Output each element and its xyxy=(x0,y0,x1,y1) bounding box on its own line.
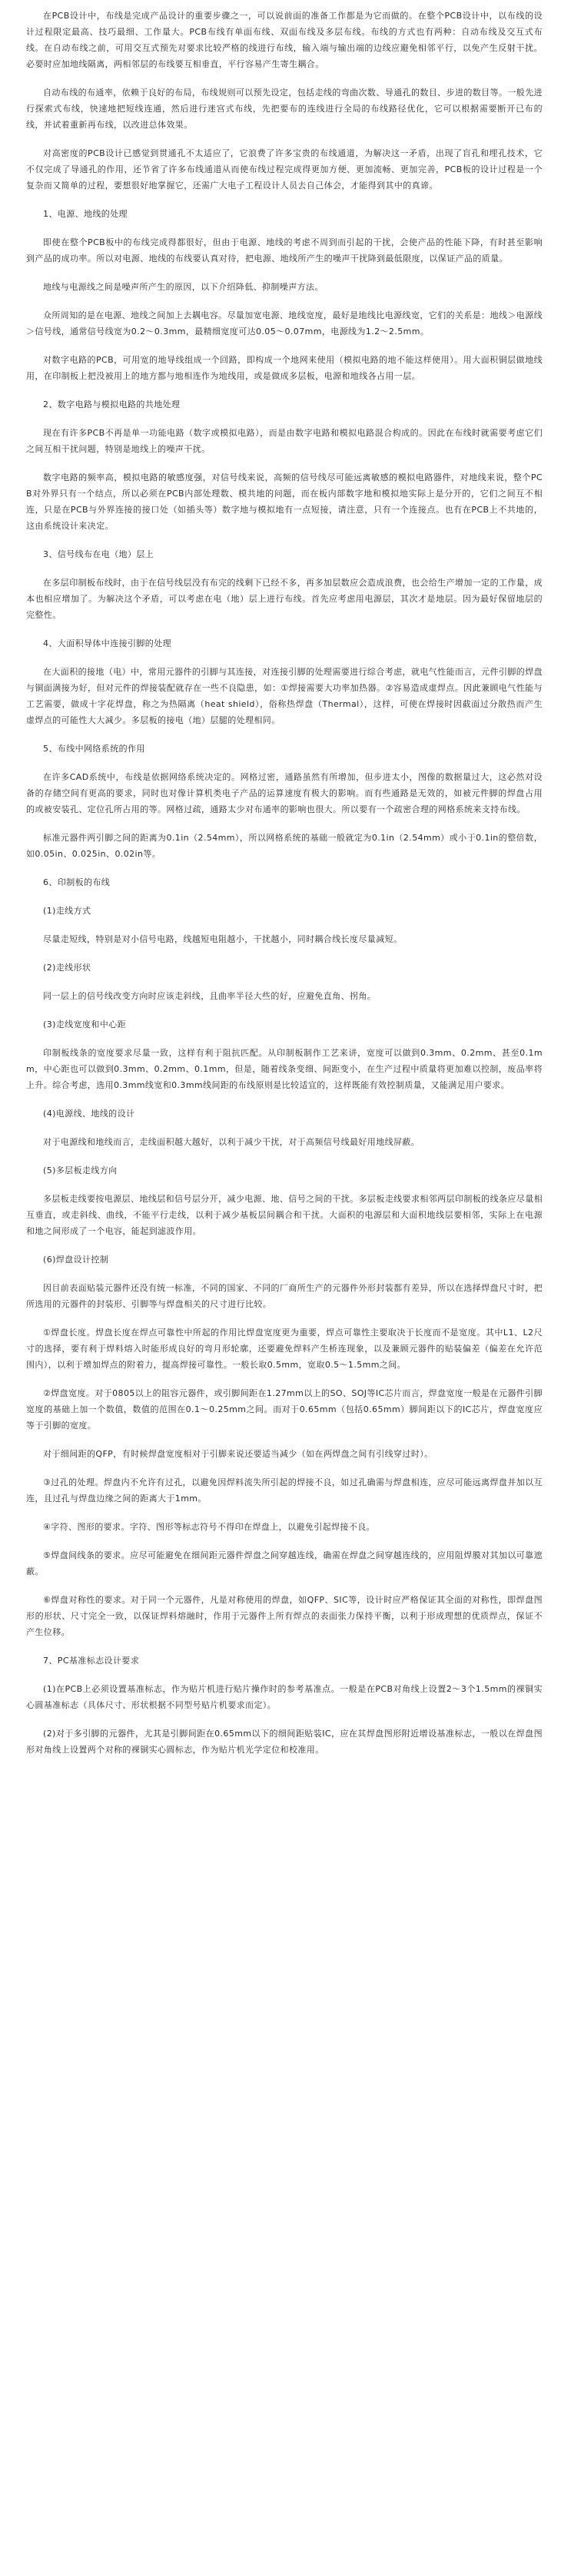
section-heading-7: 7、PC基准标志设计要求 xyxy=(43,1656,140,1666)
paragraph-noise-cause: 地线与电源线之间是噪声所产生的原因，以下介绍降低、抑制噪声方法。 xyxy=(43,282,324,292)
paragraph-grid-spacing: 标准元器件两引脚之间的距离为0.1in（2.54mm），所以网格系统的基础一般就定为0.1in（2.54mm）或小于0.1in的整倍数，如0.05in、0.025in、0.02in等。 xyxy=(26,833,543,859)
paragraph-grid-system: 在许多CAD系统中，布线是依据网络系统决定的。网格过密，通路虽然有所增加，但步进太小，图像的数据量过大，这必然对设备的存储空间有更高的要求，同时也对像计算机类电子产品的运算速度有极大的影响。而有些通路是无效的，如被元件脚的焊盘占用的或被安装孔、定位孔所占用的等。网格过疏，通路太少对布通率的影响也很大。所以要有一个疏密合理的网格系统来支持布线。 xyxy=(26,772,543,814)
paragraph-vias: 对高密度的PCB设计已感觉到贯通孔不太适应了，它浪费了许多宝贵的布线通道，为解决这一矛盾，出现了盲孔和埋孔技术，它不仅完成了导通孔的作用，还节省了许多布线通道从而使布线过程完成得更加方便、更加流畅、更加完善，PCB板的设计过程是一个复杂而又简单的过程，要想很好地掌握它，还需广大电子工程设计人员去自己体会，才能得到其中的真谛。 xyxy=(26,148,543,191)
paragraph-ground-net: 对数字电路的PCB，可用宽的地导线组成一个回路，即构成一个地网来使用（模拟电路的地不能这样使用）。用大面积铜层做地线用，在印制板上把没被用上的地方都与地相连作为地线用，或是做成多层板，电源和地线各占用一层。 xyxy=(26,355,543,381)
paragraph-traces-between-pads: ⑤焊盘间线条的要求。应尽可能避免在细间距元器件焊盘之间穿越连线，确需在焊盘之间穿越连线的，应用阻焊膜对其加以可靠遮蔽。 xyxy=(26,1550,543,1576)
section-heading-6: 6、印制板的布线 xyxy=(43,877,111,887)
paragraph-intro: 在PCB设计中，布线是完成产品设计的重要步骤之一，可以说前面的准备工作都是为它而做的。在整个PCB设计中，以布线的设计过程限定最高、技巧最细、工作量大。PCB布线有单面布线、双面布线及多层布线。布线的方式也有两种：自动布线及交互式布线。在自动布线之前，可用交互式预先对要求比较严格的线进行布线，输入端与输出端的边线应避免相邻平行，以免产生反射干扰。必要时应加地线隔离，两相邻层的布线要互相垂直，平行容易产生寄生耦合。 xyxy=(26,11,543,69)
subheading-trace-style: (1)走线方式 xyxy=(43,906,91,916)
paragraph-pad-symmetry: ⑥焊盘对称性的要求。对于同一个元器件，凡是对称使用的焊盘，如QFP、SIC等，设计时应严格保证其全面的对称性，即焊盘图形的形状、尺寸完全一致，以保证焊料熔融时，作用于元器件上所有焊点的表面张力保持平衡，以利于形成理想的优质焊点，保证不产生位移。 xyxy=(26,1595,543,1637)
paragraph-trace-style: 尽量走短线，特别是对小信号电路，线越短电阻越小，干扰越小，同时耦合线长度尽量减短。 xyxy=(43,934,403,944)
paragraph-fine-pitch-qfp: 对于细间距的QFP，有时候焊盘宽度相对于引脚来说还要适当减少（如在两焊盘之间有引线穿过时）。 xyxy=(43,1449,433,1459)
paragraph-pad-design: 因目前表面贴装元器件还没有统一标准，不同的国家、不同的厂商所生产的元器件外形封装都有差异，所以在选择焊盘尺寸时，把所选用的元器件的封装形、引脚等与焊盘相关的尺寸进行比较。 xyxy=(26,1283,543,1309)
paragraph-thermal-pad: 在大面积的接地（电）中，常用元器件的引脚与其连接，对连接引脚的处理需要进行综合考虑，就电气性能而言，元件引脚的焊盘与铜面满接为好，但对元件的焊接装配就存在一些不良隐患，如：①焊接需要大功率加热器。②容易造成虚焊点。因此兼顾电气性能与工艺需要，做成十字花焊盘，称之为热隔离（heat shield），俗称热焊盘（Thermal），这样，可使在焊接时因截面过分散热而产生虚焊点的可能性大大减少。多层板的接电（地）层腿的处理相同。 xyxy=(26,667,543,725)
subheading-pad-design: (6)焊盘设计控制 xyxy=(43,1255,109,1265)
paragraph-common-ground: 数字电路的频率高，模拟电路的敏感度强，对信号线来说，高频的信号线尽可能远离敏感的模拟电路器件，对地线来说，整个PCB对外界只有一个结点，所以必须在PCB内部处理数、模共地的问题，而在板内部数字地和模拟地实际上是分开的，它们之间互不相连，只是在PCB与外界连接的接口处（如插头等）数字地与模拟地有一点短接，请注意，只有一个连接点。也有在PCB上不共地的，这由系统设计来决定。 xyxy=(26,472,543,531)
paragraph-pad-width: ②焊盘宽度。对于0805以上的阻容元器件，或引脚间距在1.27mm以上的SO、SOJ等IC芯片而言，焊盘宽度一般是在元器件引脚宽度的基础上加一个数值，数值的范围在0.1～0.25mm之间。而对于0.65mm（包括0.65mm）脚间距以下的IC芯片，焊盘宽度应等于引脚的宽度。 xyxy=(26,1388,543,1431)
paragraph-autoroute: 自动布线的布通率，依赖于良好的布局，布线规则可以预先设定，包括走线的弯曲次数、导通孔的数目、步进的数目等。一般先进行探索式布线，快速地把短线连通，然后进行迷宫式布线，先把要布的连线进行全局的布线路径优化，它可以根据需要断开已布的线，并试着重新再布线，以改进总体效果。 xyxy=(26,88,543,130)
section-heading-1: 1、电源、地线的处理 xyxy=(43,209,128,219)
paragraph-multilayer-direction: 多层板走线要按电源层、地线层和信号层分开，减少电源、地、信号之间的干扰。多层板走线要求相邻两层印制板的线条应尽量相互垂直，或走斜线、曲线，不能平行走线，以利于减少基板层间耦合和干扰。大面积的电源层和大面积地线层要相邻，实际上在电源和地之间形成了一个电容，能起到滤波作用。 xyxy=(26,1194,543,1236)
paragraph-silkscreen: ④字符、图形的要求。字符、图形等标志符号不得印在焊盘上，以避免引起焊接不良。 xyxy=(43,1522,376,1532)
paragraph-power-ground: 即使在整个PCB板中的布线完成得都很好，但由于电源、地线的考虑不周到而引起的干扰，会使产品的性能下降，有时甚至影响到产品的成功率。所以对电源、地线的布线要认真对待，把电源、地线所产生的噪声干扰降到最低限度，以保证产品的质量。 xyxy=(26,237,543,264)
paragraph-power-ground-design: 对于电源线和地线而言，走线面积越大越好，以利于减少干扰，对于高频信号线最好用地线屏蔽。 xyxy=(43,1137,420,1147)
paragraph-trace-width: 印制板线条的宽度要求尽量一致，这样有利于阻抗匹配。从印制板制作工艺来讲，宽度可以做到0.3mm、0.2mm、甚至0.1mm，中心距也可以做到0.3mm、0.2mm、0.1mm，但是，随着线条变细、间距变小，在生产过程中质量将更加难以控制，废品率将上升。综合考虑，选用0.3mm线宽和0.3mm线间距的布线原则是比较适宜的，这样既能有效控制质量，又能满足用户要求。 xyxy=(26,1048,543,1090)
paragraph-via-handling: ③过孔的处理。焊盘内不允许有过孔，以避免因焊料流失所引起的焊接不良，如过孔确需与焊盘相连，应尽可能远离焊盘并加以互连，且过孔与焊盘边缘之间的距离大于1mm。 xyxy=(26,1477,543,1503)
paragraph-power-layer-routing: 在多层印制板布线时，由于在信号线层没有布完的线剩下已经不多，再多加层数应会造成浪费，也会给生产增加一定的工作量，成本也相应增加了。为解决这个矛盾，可以考虑在电（地）层上进行布线。首先应考虑用电源层，其次才是地层。因为最好保留地层的完整性。 xyxy=(26,578,543,620)
paragraph-mixed-signal: 现在有许多PCB不再是单一功能电路（数字或模拟电路），而是由数字电路和模拟电路混合构成的。因此在布线时就需要考虑它们之间互相干扰问题，特别是地线上的噪声干扰。 xyxy=(26,428,543,454)
subheading-multilayer-direction: (5)多层板走线方向 xyxy=(43,1165,118,1175)
section-heading-4: 4、大面积导体中连接引脚的处理 xyxy=(43,638,171,648)
section-heading-3: 3、信号线布在电（地）层上 xyxy=(43,549,154,559)
section-heading-5: 5、布线中网络系统的作用 xyxy=(43,744,145,754)
paragraph-trace-shape: 同一层上的信号线改变方向时应该走斜线，且曲率半径大些的好，应避免直角、拐角。 xyxy=(43,991,377,1001)
subheading-trace-width: (3)走线宽度和中心距 xyxy=(43,1019,126,1029)
section-heading-2: 2、数字电路与模拟电路的共地处理 xyxy=(43,399,181,409)
subheading-trace-shape: (2)走线形状 xyxy=(43,963,91,973)
subheading-power-ground-design: (4)电源线、地线的设计 xyxy=(43,1109,135,1119)
paragraph-fiducial-board: (1)在PCB上必须设置基准标志，作为贴片机进行贴片操作时的参考基准点。一般是在PCB对角线上设置2～3个1.5mm的裸铜实心圆基准标志（具体尺寸、形状根据不同型号贴片机要求而定）。 xyxy=(26,1684,543,1710)
paragraph-pad-length: ①焊盘长度。焊盘长度在焊点可靠性中所起的作用比焊盘宽度更为重要，焊点可靠性主要取决于长度而不是宽度。其中L1、L2尺寸的选择，要有利于焊料熔入时能形成良好的弯月形轮廓，还要避免焊料产生桥连现象，以及兼顾元器件的贴装偏差（偏差在允许范围内），以利于增加焊点的附着力，提高焊接可靠性。一般长取0.5mm，宽取0.5～1.5mm之间。 xyxy=(26,1328,543,1370)
paragraph-fiducial-local: (2)对于多引脚的元器件，尤其是引脚间距在0.65mm以下的细间距贴装IC，应在其焊盘图形附近增设基准标志，一般以在焊盘图形对角线上设置两个对称的裸铜实心圆标志，作为贴片机光学定位和校准用。 xyxy=(26,1729,543,1755)
paragraph-decoupling: 众所周知的是在电源、地线之间加上去耦电容。尽量加宽电源、地线宽度，最好是地线比电源线宽，它们的关系是：地线＞电源线＞信号线，通常信号线宽为0.2～0.3mm，最精细宽度可达0.05～0.07mm，电源线为1.2～2.5mm。 xyxy=(26,310,543,337)
